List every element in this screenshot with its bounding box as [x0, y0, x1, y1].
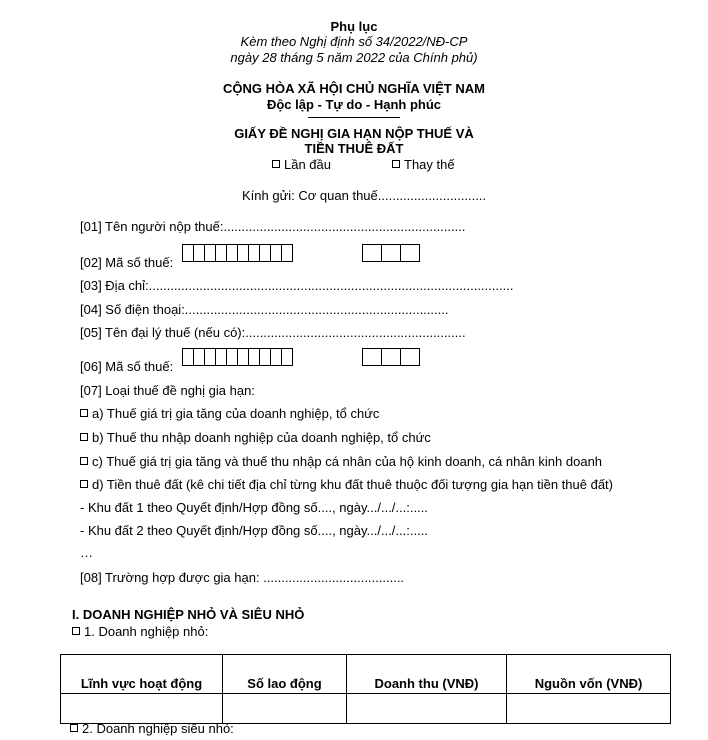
- land-parcel-more: …: [80, 545, 93, 560]
- land-parcel-1: - Khu đất 1 theo Quyết định/Hợp đồng số...., ngày.../.../...:.....: [80, 500, 428, 515]
- micro-enterprise-option[interactable]: [70, 721, 234, 736]
- header-business-field: Lĩnh vực hoạt động: [61, 655, 223, 694]
- tax-option-d[interactable]: [80, 477, 613, 492]
- cell-employees[interactable]: [223, 694, 347, 724]
- field-07-tax-type: [07] Loại thuế đề nghị gia hạn:: [80, 383, 255, 398]
- national-motto: Độc lập - Tự do - Hạnh phúc: [266, 97, 442, 112]
- checkbox-icon[interactable]: [80, 409, 88, 417]
- land-parcel-2: - Khu đất 2 theo Quyết định/Hợp đồng số...., ngày.../.../...:.....: [80, 523, 428, 538]
- agent-tax-code-boxes-main[interactable]: [182, 348, 292, 366]
- option-replacement-label: Thay thế: [404, 157, 455, 172]
- checkbox-icon[interactable]: [72, 627, 80, 635]
- tax-option-d-label: d) Tiền thuê đất (kê chi tiết địa chỉ từng khu đất thuê thuộc đối tượng gia hạn tiền thuê đất): [92, 477, 613, 492]
- tax-option-c[interactable]: [80, 454, 602, 469]
- field-08-extension-case: [08] Trường hợp được gia hạn: .......................................: [80, 570, 405, 585]
- option-first-time-label: Lần đầu: [284, 157, 331, 172]
- small-enterprise-option[interactable]: [72, 624, 208, 639]
- checkbox-icon[interactable]: [80, 433, 88, 441]
- cell-revenue[interactable]: [347, 694, 507, 724]
- field-04-phone: [04] Số điện thoại:.........................................................................: [80, 302, 449, 317]
- field-01-taxpayer-name: [01] Tên người nộp thuế:...................................................................: [80, 219, 466, 234]
- checkbox-icon[interactable]: [272, 160, 280, 168]
- tax-option-a-label: a) Thuế giá trị gia tăng của doanh nghiệp, tổ chức: [92, 406, 380, 421]
- option-replacement[interactable]: [392, 157, 455, 172]
- tax-option-c-label: c) Thuế giá trị gia tăng và thuế thu nhập cá nhân của hộ kinh doanh, cá nhân kinh doanh: [92, 454, 603, 469]
- table-row: [61, 694, 671, 724]
- enterprise-info-table: [60, 654, 671, 724]
- checkbox-icon[interactable]: [392, 160, 400, 168]
- tax-code-boxes-suffix[interactable]: [362, 244, 419, 262]
- small-enterprise-label: 1. Doanh nghiệp nhỏ:: [84, 624, 209, 639]
- header-revenue: Doanh thu (VNĐ): [347, 655, 507, 694]
- tax-option-b[interactable]: [80, 430, 431, 445]
- checkbox-icon[interactable]: [80, 480, 88, 488]
- cell-capital[interactable]: [507, 694, 671, 724]
- table-header-row: [61, 655, 671, 694]
- country-name: CỘNG HÒA XÃ HỘI CHỦ NGHĨA VIỆT NAM: [223, 81, 485, 96]
- appendix-title: Phụ lục: [330, 19, 378, 34]
- field-02-tax-code: [02] Mã số thuế:: [80, 255, 174, 270]
- header-capital: Nguồn vốn (VNĐ): [507, 655, 671, 694]
- agent-tax-code-boxes-suffix[interactable]: [362, 348, 419, 366]
- header-employees: Số lao động: [223, 655, 347, 694]
- cell-business-field[interactable]: [61, 694, 223, 724]
- field-06-agent-tax-code: [06] Mã số thuế:: [80, 359, 174, 374]
- option-first-time[interactable]: [272, 157, 331, 172]
- tax-code-boxes-main[interactable]: [182, 244, 292, 262]
- checkbox-icon[interactable]: [70, 724, 78, 732]
- decree-line: Kèm theo Nghị định số 34/2022/NĐ-CP: [240, 34, 468, 49]
- decree-date-line: ngày 28 tháng 5 năm 2022 của Chính phủ): [230, 50, 478, 65]
- motto-underline: [308, 117, 400, 118]
- section-1-title: I. DOANH NGHIỆP NHỎ VÀ SIÊU NHỎ: [72, 607, 305, 622]
- checkbox-icon[interactable]: [80, 457, 88, 465]
- micro-enterprise-label: 2. Doanh nghiệp siêu nhỏ:: [82, 721, 234, 736]
- form-title-line2: TIỀN THUÊ ĐẤT: [304, 141, 404, 156]
- tax-option-b-label: b) Thuế thu nhập doanh nghiệp của doanh nghiệp, tổ chức: [92, 430, 431, 445]
- form-title-line1: GIẤY ĐỀ NGHỊ GIA HẠN NỘP THUẾ VÀ: [234, 126, 474, 141]
- field-05-tax-agent: [05] Tên đại lý thuế (nếu có):.............................................................: [80, 325, 466, 340]
- field-03-address: [03] Địa chỉ:.....................................................................................................: [80, 278, 514, 293]
- recipient-line: Kính gửi: Cơ quan thuế..............................: [242, 188, 487, 203]
- tax-option-a[interactable]: [80, 406, 379, 421]
